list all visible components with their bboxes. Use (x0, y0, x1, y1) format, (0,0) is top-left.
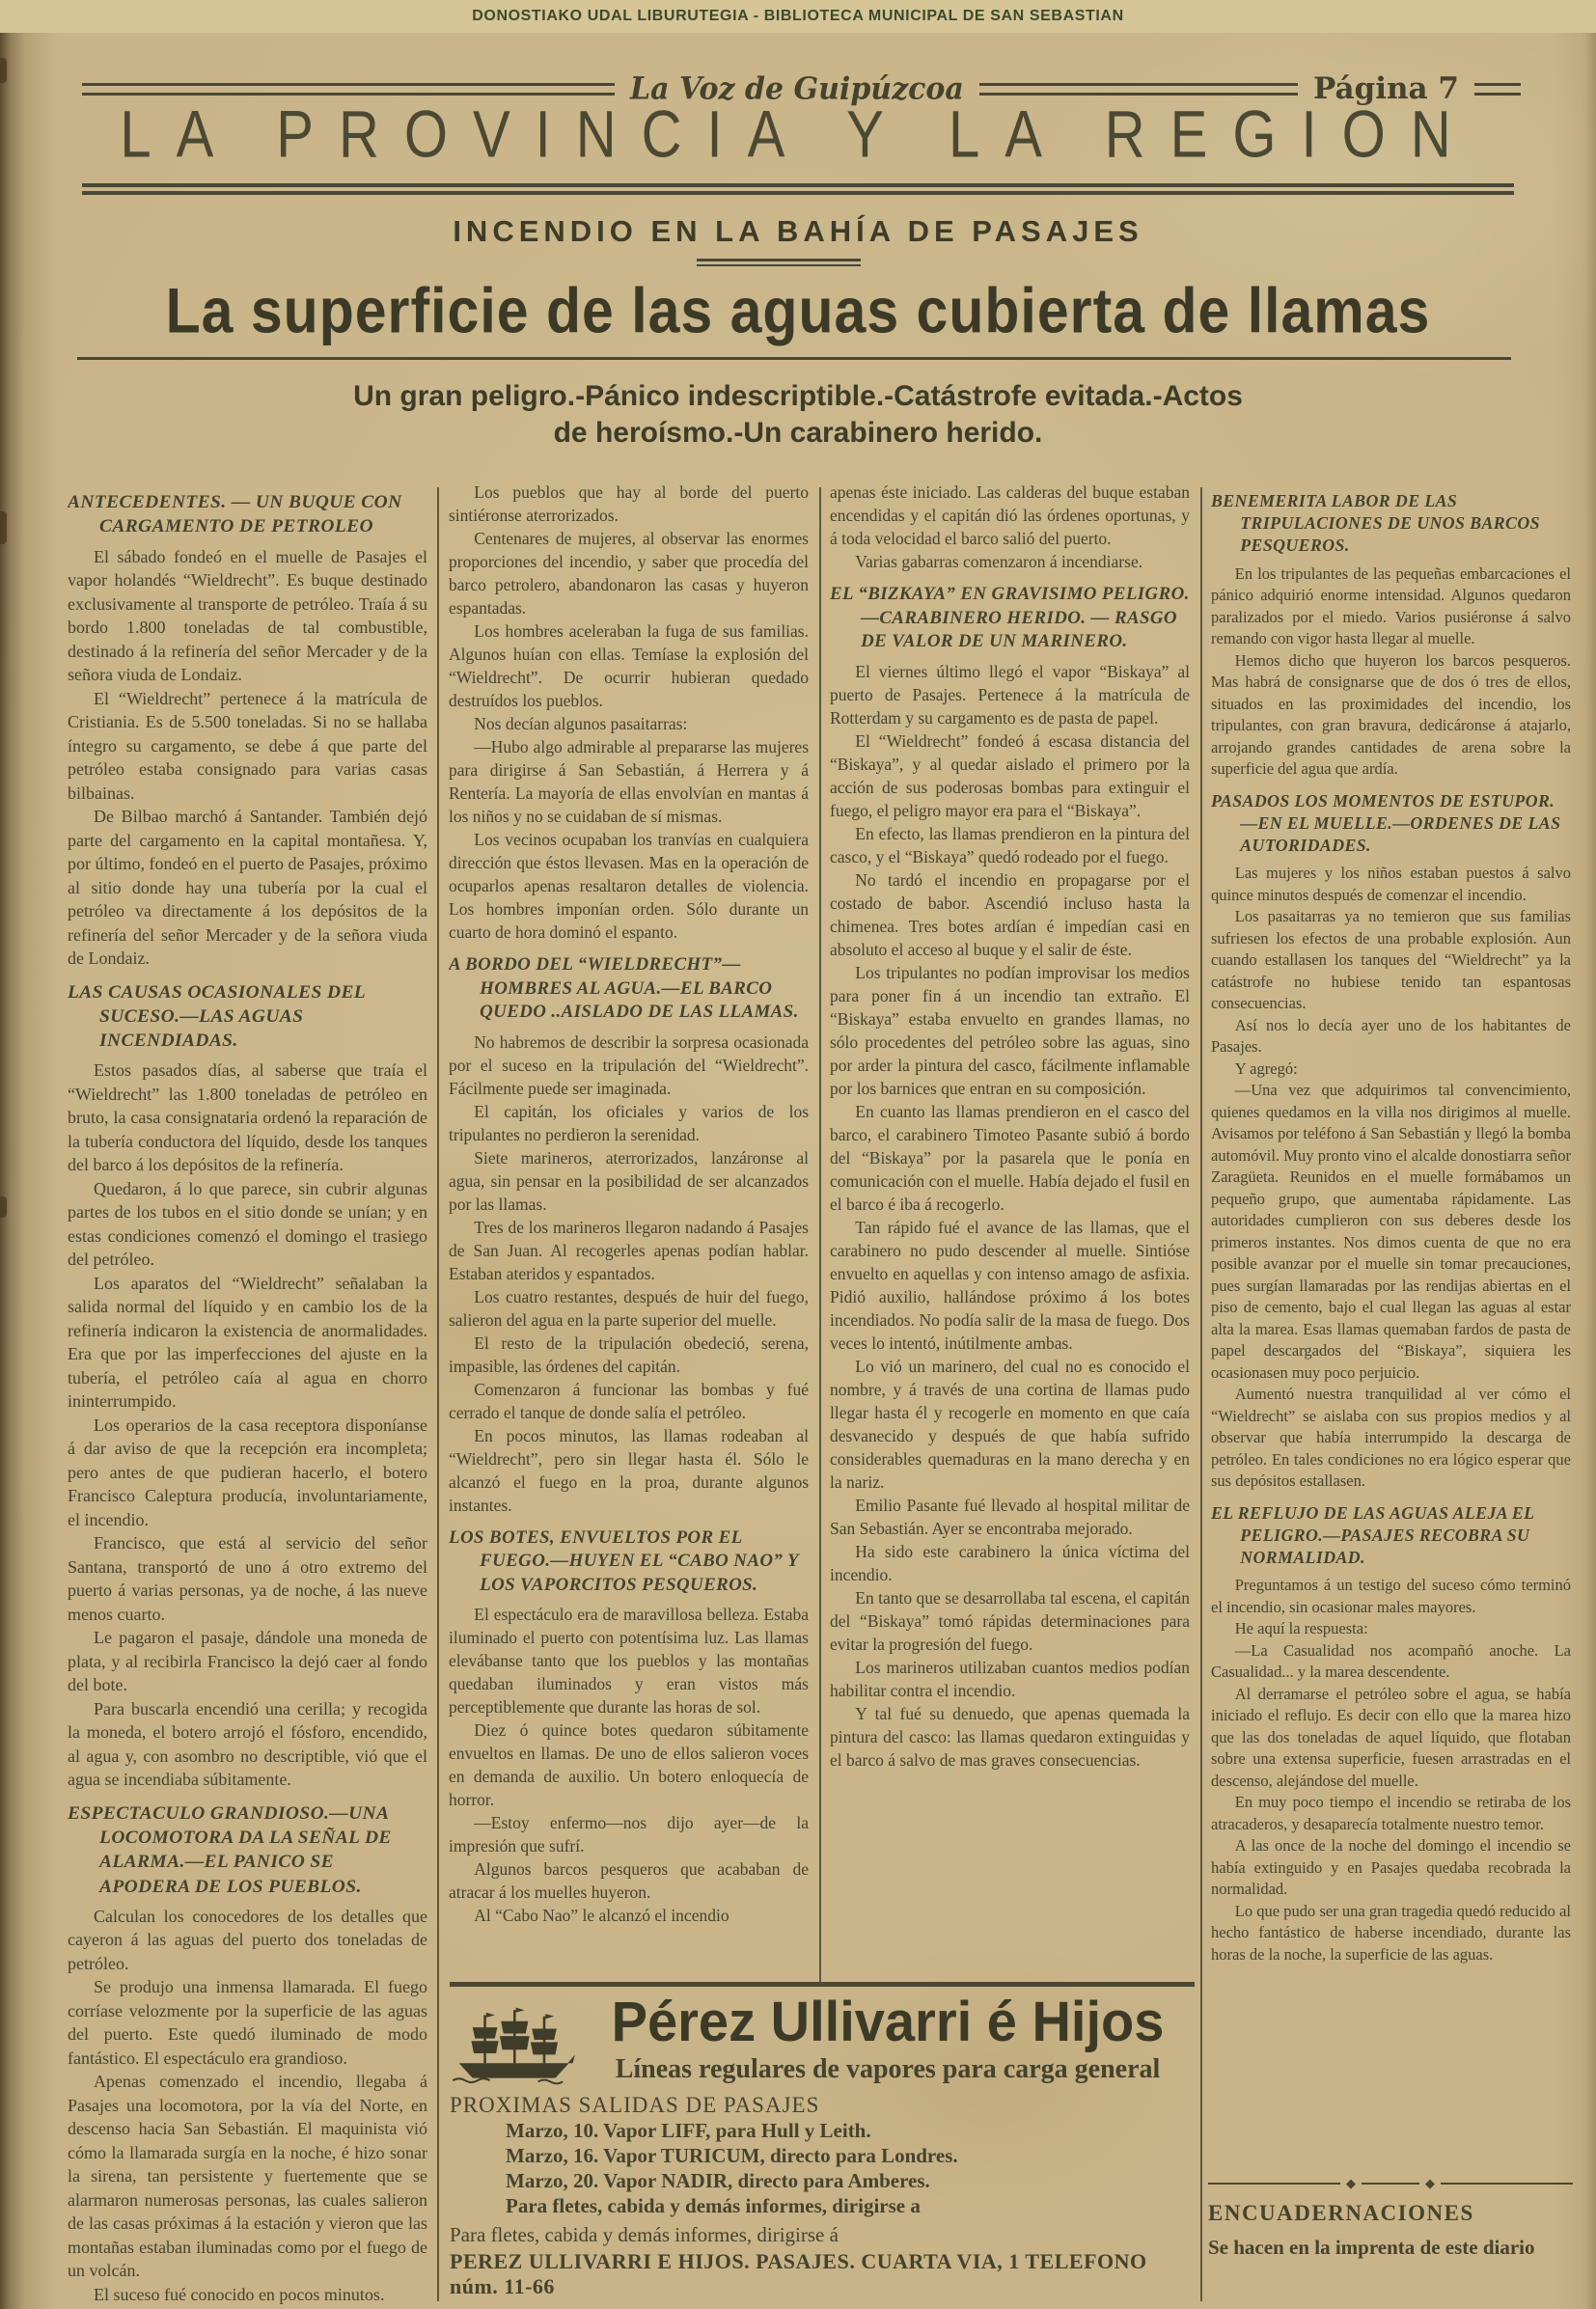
article-paragraph: No habremos de describir la sorpresa ocasionada por el suceso en la tripulación del “Wieldrecht”. Fácilmente puede ser imaginada. (449, 1031, 809, 1098)
article-column-2 (449, 481, 809, 1978)
article-paragraph: Los vecinos ocupaban los tranvías en cualquiera dirección que éstos llevasen. Mas en la operación de ocuparlos apenas resaltaron detalles de violencia. Los hombres imponían orden. Sólo durante un cuarto de hora dominó el espanto. (449, 830, 809, 942)
article-paragraph: El viernes último llegó el vapor “Biskaya” al puerto de Pasajes. Pertenece á la matrícula de Rotterdam y su cargamento es de pasta de papel. (830, 661, 1190, 728)
paper-name: La Voz de Guipúzcoa (630, 70, 964, 107)
page-edge-tear (0, 511, 7, 544)
ad-note: Para fletes, cabida y demás informes, dirigirse á (450, 2223, 839, 2246)
sailing-ship-icon (452, 2006, 575, 2087)
article-paragraph: Hemos dicho que huyeron los barcos pesqueros. Mas habrá de consignarse que de dos ó tres de ellos, situados en las proximidades del incendio, los tripulantes, con gran bravura, dedicáronse á atajarlo, arrojando grandes cantidades de arena sobre la superficie del agua que ardía. (1211, 650, 1571, 779)
article-paragraph: En efecto, las llamas prendieron en la pintura del casco, y el “Biskaya” quedó rodeado por el fuego. (830, 823, 1190, 866)
page-edge-tear (0, 1196, 7, 1218)
article-subhead: EL REFLUJO DE LAS AGUAS ALEJA EL PELIGRO.—PASAJES RECOBRA SU NORMALIDAD. (1211, 1502, 1534, 1567)
column-divider-3 (1200, 487, 1202, 2301)
article-paragraph: Varias gabarras comenzaron á incendiarse. (855, 552, 1143, 571)
article-paragraph: El capitán, los oficiales y varios de los tripulantes no perdieron la serenidad. (449, 1101, 809, 1144)
article-paragraph: No tardó el incendio en propagarse por el costado de babor. Ascendió incluso hasta la chimenea. Tres botes ardían é impedían casi en absoluto el acceso al buque y el salir de éste. (830, 869, 1190, 959)
article-subhead: EL “BIZKAYA” EN GRAVISIMO PELIGRO.—CARABINERO HERIDO. — RASGO DE VALOR DE UN MARINERO. (830, 584, 1190, 652)
article-paragraph: Los operarios de la casa receptora disponíanse á dar aviso de que la recepción era incompleta; pero antes de que pudieran hacerlo, el botero Francisco Caleptura producía, involuntariamente, el incendio. (68, 1415, 427, 1529)
article-paragraph: Nos decían algunos pasaitarras: (474, 714, 688, 733)
ad-schedule-line: Marzo, 20. Vapor NADIR, directo para Amberes. (506, 2169, 930, 2192)
article-paragraph: Los marineros utilizaban cuantos medios podían habilitar contra el incendio. (830, 1657, 1190, 1700)
ad-schedule-line: Marzo, 16. Vapor TURICUM, directo para Londres. (506, 2144, 958, 2167)
article-paragraph: Lo que pudo ser una gran tragedia quedó reducido al hecho fantástico de haberse incendiado, durante las horas de la noche, la superficie de las aguas. (1211, 1901, 1571, 1964)
article-paragraph: —Una vez que adquirimos tal convencimiento, quienes quedamos en la villa nos dirigimos al muelle. Avisamos por teléfono á San Sebastián y llegó la bomba automóvil. Muy pronto vino el alcalde donostiarra señor Zaragüeta. Reunidos en el muelle formábamos un pequeño grupo, que aumentaba rápidamente. Las autoridades cumplieron con sus deberes desde los primeros instantes. Nos dimos cuenta de que no era posible avanzar por el muelle sin tomar precauciones, pues surgían llamaradas por las rendijas abiertas en el piso de cemento, bajo el cual llegan las aguas al estar alta la marea. Esas llamas quemaban fardos de pasta de papel descargados del “Biskaya”, siquiera les ocasionasen muy poco perjuicio. (1211, 1081, 1571, 1382)
article-paragraph: En pocos minutos, las llamas rodeaban al “Wieldrecht”, pero sin llegar hasta él. Sólo le alcanzó el fuego en la proa, durante algunos instantes. (449, 1425, 809, 1515)
page-number: Página 7 (1312, 71, 1459, 106)
article-paragraph: Quedaron, á lo que parece, sin cubrir algunas partes de los tubos en el sitio donde se unían; y en estas condiciones comenzó el domingo el trasiego del petróleo. (68, 1178, 427, 1270)
article-paragraph: Emilio Pasante fué llevado al hospital militar de San Sebastián. Ayer se encontraba mejorado. (830, 1495, 1190, 1538)
article-paragraph: En tanto que se desarrollaba tal escena, el capitán del “Biskaya” tomó rápidas determinaciones para evitar la progresión del fuego. (830, 1587, 1190, 1654)
article-column-4 (1211, 481, 1571, 2171)
article-subhead: A BORDO DEL “WIELDRECHT”—HOMBRES AL AGUA.—EL BARCO QUEDO ..AISLADO DE LAS LLAMAS. (449, 954, 799, 1023)
article-paragraph: Calculan los conocedores de los detalles que cayeron á las aguas del puerto dos toneladas de petróleo. (68, 1906, 427, 1973)
article-paragraph: Comenzaron á funcionar las bombas y fué cerrado el tanque de donde salía el petróleo. (449, 1379, 809, 1422)
article-paragraph: Centenares de mujeres, al observar las enormes proporciones del incendio, y saber que procedía del barco petrolero, abandonaron las casas y huyeron espantadas. (449, 529, 809, 618)
masthead-rule-right (1474, 83, 1521, 96)
article-paragraph: Le pagaron el pasaje, dándole una moneda de plata, y al recibirla Francisco la dejó caer al fondo del bote. (68, 1628, 427, 1695)
article-paragraph: Apenas comenzado el incendio, llegaba á Pasajes una locomotora, por la vía del Norte, en descenso hacia San Sebastián. El maquinista vió cómo la llamarada surgía en la noche, é hizo sonar la sirena, tan persistente y fuertemente que se alarmaron numerosas personas, las cuales salieron de las casas próximas á la estación y vieron que las montañas estaban iluminadas como por el fuego de un volcán. (68, 2072, 427, 2281)
ad-schedule-heading: PROXIMAS SALIDAS DE PASAJES (450, 2093, 820, 2117)
article-paragraph: Los pasaitarras ya no temieron que sus familias sufriesen los efectos de una probable explosión. Aun cuando estallasen los tanques del “Wieldrecht” ya la catástrofe no hubiese tenido tan espantosas consecuencias. (1211, 907, 1571, 1013)
ad-schedule-line: Marzo, 10. Vapor LIFF, para Hull y Leith. (506, 2119, 871, 2142)
article-paragraph: Y tal fué su denuedo, que apenas quemada la pintura del casco: las llamas quedaron extinguidas y el barco á salvo de mas graves consecuencias. (830, 1703, 1190, 1770)
article-paragraph: Se produjo una inmensa llamarada. El fuego corríase velozmente por la superficie de las aguas del puerto. Este quedó iluminado de modo fantástico. El espectáculo era grandioso. (68, 1977, 427, 2068)
subheadline-line-1: Un gran peligro.-Pánico indescriptible.-Catástrofe evitada.-Actos (353, 380, 1243, 412)
article-paragraph: El sábado fondeó en el muelle de Pasajes el vapor holandés “Wieldrecht”. Es buque destinado exclusivamente al transporte de petróleo. Traía á su bordo 1.800 toneladas de tal combustible, destinado á la refinería del señor Mercader y de la señora viuda de Londaiz. (68, 546, 427, 685)
masthead-rule-middle (979, 83, 1298, 96)
article-paragraph: En muy poco tiempo el incendio se retiraba de los atracaderos, y desaparecía totalmente nuestro temor. (1211, 1793, 1571, 1833)
column-divider-2 (819, 487, 821, 1983)
article-paragraph: En cuanto las llamas prendieron en el casco del barco, el carabinero Timoteo Pasante subió á bordo del “Biskaya” por la pasarela que le ponía en comunicación con el muelle. Había dejado el fusil en el barco é iba á recogerlo. (830, 1101, 1190, 1214)
article-paragraph: Lo vió un marinero, del cual no es conocido el nombre, y á través de una cortina de llamas pudo llegar hasta él y recogerle en momento en que caía desvanecido y después de que había sufrido considerables quemaduras en la mano derecha y en la nariz. (830, 1356, 1190, 1492)
article-paragraph: —Estoy enfermo—nos dijo ayer—de la impresión que sufrí. (449, 1813, 809, 1856)
article-paragraph: Los tripulantes no podían improvisar los medios para poner fin á un incendio tan extraño. El “Biskaya” estaba envuelto en grandes llamas, no sólo procedentes del petróleo sobre las aguas, sino por arder la pintura del casco, fácilmente inflamable por los barnices que entran en su composición. (830, 962, 1190, 1098)
kicker-headline: INCENDIO EN LA BAHÍA DE PASAJES (453, 214, 1143, 248)
advertisement-header (450, 1989, 1195, 2087)
article-paragraph: Ha sido este carabinero la única víctima del incendio. (830, 1541, 1190, 1584)
column-divider-1 (437, 487, 439, 2301)
article-paragraph: El “Wieldrecht” pertenece á la matrícula de Cristiania. Es de 5.500 toneladas. Si no se hallaba íntegro su cargamento, se debe á que parte del petróleo estaba consignado para varias casas bilbainas. (68, 688, 427, 803)
article-paragraph: Estos pasados días, al saberse que traía el “Wieldrecht” las 1.800 toneladas de petróleo en bruto, la casa consignataria ordenó la reparación de la tubería conductora del líquido, desde los tanques del barco á los depósitos de la refinería. (68, 1060, 427, 1175)
article-paragraph: A las once de la noche del domingo el incendio se había extinguido y en Pasajes quedaba recobrada la normalidad. (1211, 1836, 1571, 1899)
article-paragraph: Y agregó: (1234, 1058, 1298, 1078)
article-paragraph: Algunos barcos pesqueros que acababan de atracar á los muelles huyeron. (449, 1859, 809, 1903)
headline-rule (77, 357, 1511, 360)
advertisement-tagline: Líneas regulares de vapores para carga general (615, 2054, 1161, 2084)
article-column-3 (830, 481, 1190, 1978)
section-title: LA PROVINCIA Y LA REGION (120, 97, 1476, 172)
main-headline: La superficie de las aguas cubierta de llamas (165, 275, 1431, 347)
subheadline (0, 378, 1596, 452)
article-paragraph: Los cuatro restantes, después de huir del fuego, salieron del agua en la parte superior del muelle. (449, 1286, 809, 1330)
article-paragraph: Francisco, que está al servicio del señor Santana, transportó de uno á otro extremo del puerto á varias personas, ya de noche, á las nueve menos cuarto. (68, 1533, 427, 1624)
advertiser-name: Pérez Ullivarri é Hijos (611, 1989, 1165, 2053)
article-subhead: ANTECEDENTES. — UN BUQUE CON CARGAMENTO DE PETROLEO (68, 492, 402, 537)
article-paragraph: El suceso fué conocido en pocos minutos. (94, 2284, 385, 2304)
library-banner (0, 0, 1596, 33)
article-paragraph: De Bilbao marchó á Santander. También dejó parte del cargamento en la capital montañesa. Y, por último, fondeó en el puerto de Pasajes, próximo al sitio donde hay una tubería por la cual el petróleo va directamente á los depósitos de la refinería del señor Mercader y de la señora viuda de Londaiz. (68, 807, 427, 969)
article-paragraph: El “Wieldrecht” fondeó á escasa distancia del “Biskaya”, y al quedar aislado el primero por la acción de sus poderosas bombas para extinguir el fuego, el peligro mayor era para el “Biskaya”. (830, 730, 1190, 820)
article-paragraph: El resto de la tripulación obedeció, serena, impasible, las órdenes del capitán. (449, 1333, 809, 1376)
ad-schedule (450, 2118, 1195, 2218)
printer-notice-text: Se hacen en la imprenta de este diario (1208, 2236, 1535, 2259)
article-paragraph: Al derramarse el petróleo sobre el agua, se había iniciado el reflujo. Es decir con ello que la marea hizo que las dos toneladas de aquel líquido, que flotaban sobre una extensa superficie, fuesen arrastradas en el descenso, alejándose del muelle. (1211, 1684, 1571, 1790)
article-paragraph: Siete marineros, aterrorizados, lanzáronse al agua, sin pensar en la posibilidad de ser alcanzados por las llamas. (449, 1147, 809, 1214)
article-paragraph: Para buscarla encendió una cerilla; y recogida la moneda, el botero arrojó el fósforo, encendido, al agua y, con asombro no descriptible, vió que el agua se incendiaba súbitamente. (68, 1698, 427, 1790)
article-subhead: PASADOS LOS MOMENTOS DE ESTUPOR.—EN EL MUELLE.—ORDENES DE LAS AUTORIDADES. (1211, 790, 1561, 855)
article-paragraph: —La Casualidad nos acompañó anoche. La Casualidad... y la marea descendente. (1211, 1640, 1571, 1682)
article-paragraph: Los hombres aceleraban la fuga de sus familias. Algunos huían con ellas. Temíase la explosión del “Wieldrecht”. De ocurrir hubieran quedado destruídos los pueblos. (449, 621, 809, 710)
article-paragraph: Las mujeres y los niños estaban puestos á salvo quince minutos después de comenzar el incendio. (1211, 864, 1571, 904)
article-paragraph: He aquí la respuesta: (1234, 1619, 1368, 1638)
advertisement (450, 1982, 1195, 2299)
subheadline-line-2: de heroísmo.-Un carabinero herido. (553, 417, 1043, 449)
article-paragraph: En los tripulantes de las pequeñas embarcaciones el pánico adquirió enorme intensidad. Algunos quedaron paralizados por el miedo. Varios pusiéronse á salvo remando con vigor hasta llegar al muelle. (1211, 564, 1571, 648)
article-paragraph: Así nos lo decía ayer uno de los habitantes de Pasajes. (1211, 1015, 1571, 1057)
article-paragraph: Preguntamos á un testigo del suceso cómo terminó el incendio, sin ocasionar males mayores. (1211, 1576, 1571, 1616)
kicker-rule (697, 259, 861, 266)
ornament-rule: ◆ ◆ (1208, 2177, 1573, 2189)
article-subhead: LAS CAUSAS OCASIONALES DEL SUCESO.—LAS AGUAS INCENDIADAS. (68, 981, 366, 1052)
masthead-rule-left (82, 83, 615, 96)
article-subhead: LOS BOTES, ENVUELTOS POR EL FUEGO.—HUYEN EL “CABO NAO” Y LOS VAPORCITOS PESQUEROS. (449, 1526, 799, 1595)
article-subhead: BENEMERITA LABOR DE LAS TRIPULACIONES DE UNOS BARCOS PESQUEROS. (1211, 491, 1540, 556)
article-paragraph: apenas éste iniciado. Las calderas del buque estaban encendidas y el capitán dió las órdenes oportunas, y á toda velocidad el barco salió del puerto. (830, 482, 1190, 548)
printer-notice-title: ENCUADERNACIONES (1208, 2201, 1474, 2225)
article-paragraph: Aumentó nuestra tranquilidad al ver cómo el “Wieldrecht” se aislaba con sus propios medios y al observar que había interrumpido la descarga de petróleo. En tales condiciones no era lógico esperar que sus depósitos estallasen. (1211, 1385, 1571, 1491)
ad-contact: PEREZ ULLIVARRI E HIJOS. PASAJES. CUARTA VIA, 1 TELEFONO núm. 11-66 (450, 2249, 1147, 2298)
article-paragraph: Los aparatos del “Wieldrecht” señalaban la salida normal del líquido y en cambio los de la refinería indicaron la existencia de anormalidades. Era que por las imperfecciones del ajuste en la tubería, el petróleo caía al agua en chorro ininterrumpido. (68, 1273, 427, 1412)
section-title-rule (82, 183, 1514, 195)
article-paragraph: El espectáculo era de maravillosa belleza. Estaba iluminado el puerto con potentísima luz. Las llamas elevábanse tanto que los pueblos y las montañas quedaban iluminados y eran vistos más perceptiblemente que durante las horas de sol. (449, 1605, 809, 1718)
article-paragraph: Al “Cabo Nao” le alcanzó el incendio (474, 1906, 729, 1926)
library-banner-text: DONOSTIAKO UDAL LIBURUTEGIA - BIBLIOTECA MUNICIPAL DE SAN SEBASTIAN (472, 8, 1124, 24)
ad-schedule-line: Para fletes, cabida y demás informes, dirigirse a (506, 2194, 921, 2217)
advertisement-titles (581, 1989, 1195, 2085)
article-paragraph: Tan rápido fué el avance de las llamas, que el carabinero no pudo descender al muelle. Sintióse envuelto en aquellas y con intenso amago de asfixia. Pidió auxilio, hallándose próximo á los botes incendiados. No podía salir de la masa de fuego. Dos veces lo intentó, inútilmente ambas. (830, 1217, 1190, 1353)
article-paragraph: Los pueblos que hay al borde del puerto sintiéronse aterrorizados. (449, 482, 809, 525)
printer-notice (1208, 2177, 1573, 2260)
page-edge-tear (0, 58, 7, 83)
article-paragraph: —Hubo algo admirable al prepararse las mujeres para dirigirse á San Sebastián, á Herrera y á Rentería. La mayoría de ellas envolvían en mantas á los niños y no se cuidaban de sí mismas. (449, 737, 809, 826)
article-paragraph: Diez ó quince botes quedaron súbitamente envueltos en llamas. De uno de ellos salieron voces en demanda de auxilio. Un botero enloquecía de horror. (449, 1720, 809, 1810)
article-subhead: ESPECTACULO GRANDIOSO.—UNA LOCOMOTORA DA LA SEÑAL DE ALARMA.—EL PANICO SE APODERA DE LOS PUEBLOS. (68, 1802, 392, 1897)
article-paragraph: Tres de los marineros llegaron nadando á Pasajes de San Juan. Al recogerles apenas podían hablar. Estaban ateridos y espantados. (449, 1217, 809, 1283)
article-column-1 (68, 481, 427, 2309)
